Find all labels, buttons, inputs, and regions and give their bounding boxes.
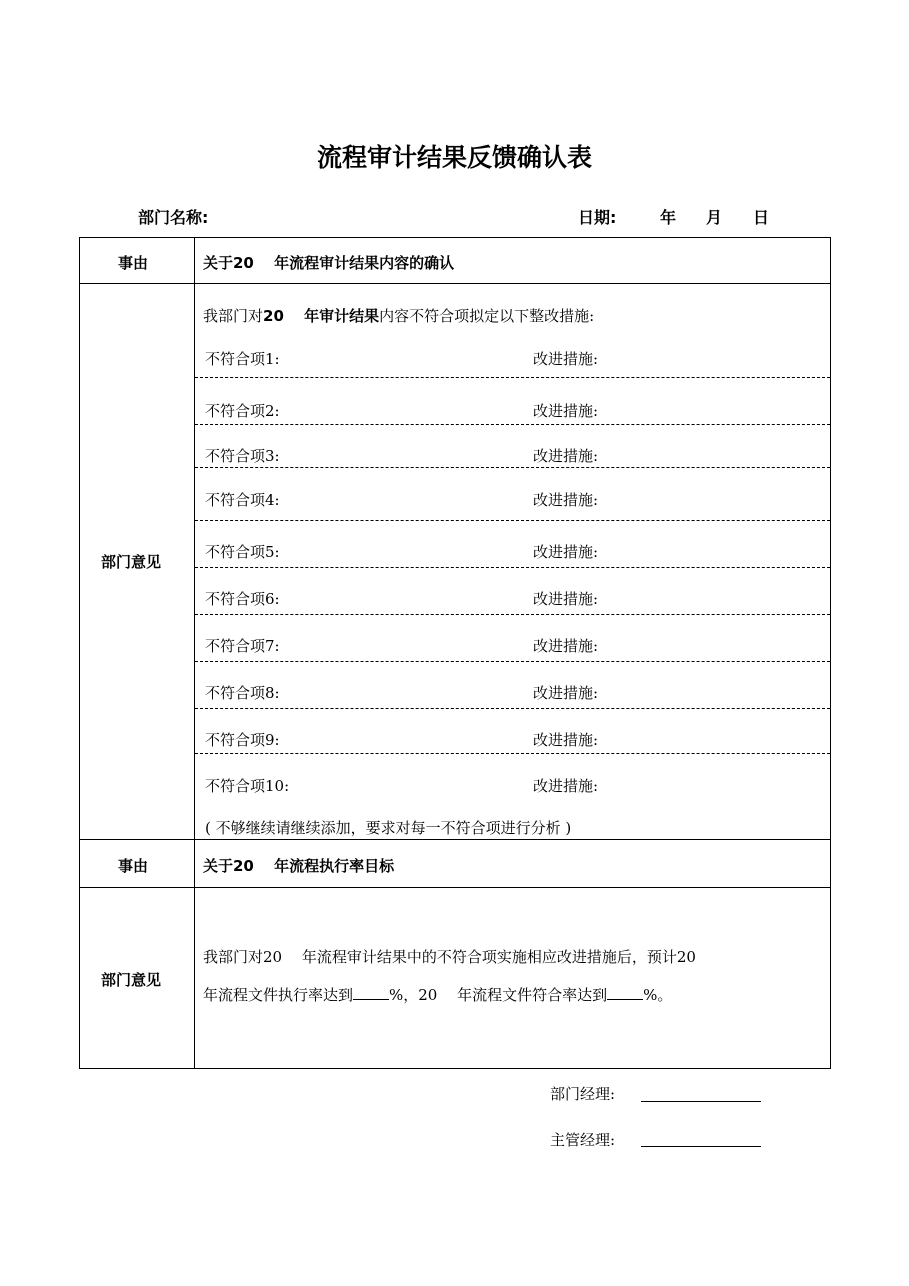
- measure-label: 改进措施:: [533, 447, 599, 465]
- nonconformity-label: 不符合项6:: [205, 590, 280, 608]
- target-text-a: 年流程文件执行率达到: [203, 986, 354, 1004]
- row-divider: [79, 887, 831, 888]
- target-line-2: [203, 984, 672, 1005]
- measure-label: 改进措施:: [533, 543, 599, 561]
- table-border-right: [830, 237, 831, 1068]
- nonconformity-label: 不符合项10:: [205, 777, 290, 795]
- supervisor-signature-line[interactable]: [641, 1146, 761, 1147]
- dept-name-label: 部门名称:: [138, 208, 209, 227]
- target-text-b: %，20 年流程文件符合率达到: [389, 986, 608, 1004]
- nonconformity-label: 不符合项2:: [205, 402, 280, 420]
- execution-rate-blank[interactable]: [353, 985, 389, 1000]
- measure-label: 改进措施:: [533, 350, 599, 368]
- matter-label-2: 事由: [118, 857, 149, 875]
- day-label: 日: [753, 208, 770, 227]
- item-separator: [195, 377, 830, 378]
- measure-label: 改进措施:: [533, 590, 599, 608]
- measure-label: 改进措施:: [533, 731, 599, 749]
- nonconformity-label: 不符合项7:: [205, 637, 280, 655]
- supervisor-label: 主管经理:: [550, 1131, 616, 1149]
- column-divider: [194, 237, 195, 1068]
- measure-label: 改进措施:: [533, 684, 599, 702]
- intro-text-a: 我部门对: [203, 307, 264, 325]
- nonconformity-label: 不符合项9:: [205, 731, 280, 749]
- matter-text-2: 关于20 年流程执行率目标: [203, 857, 395, 875]
- measure-label: 改进措施:: [533, 491, 599, 509]
- nonconformity-label: 不符合项4:: [205, 491, 280, 509]
- item-separator: [195, 753, 830, 754]
- item-separator: [195, 567, 830, 568]
- nonconformity-label: 不符合项1:: [205, 350, 280, 368]
- table-border-top: [79, 237, 831, 238]
- row-divider: [79, 283, 831, 284]
- row-divider: [79, 839, 831, 840]
- measure-label: 改进措施:: [533, 637, 599, 655]
- month-label: 月: [706, 208, 723, 227]
- opinion-label-2: 部门意见: [101, 971, 162, 989]
- item-separator: [195, 708, 830, 709]
- note-text: ( 不够继续请继续添加，要求对每一不符合项进行分析 ): [205, 819, 572, 837]
- intro-text-bold: 20 年审计结果: [263, 307, 380, 325]
- item-separator: [195, 467, 830, 468]
- year-label: 年: [660, 208, 677, 227]
- target-line-1: 我部门对20 年流程审计结果中的不符合项实施相应改进措施后，预计20: [203, 948, 696, 966]
- dept-manager-label: 部门经理:: [550, 1085, 616, 1103]
- item-separator: [195, 661, 830, 662]
- item-separator: [195, 614, 830, 615]
- target-text-c: %。: [643, 986, 673, 1004]
- item-separator: [195, 520, 830, 521]
- item-separator: [195, 424, 830, 425]
- nonconformity-label: 不符合项8:: [205, 684, 280, 702]
- measure-label: 改进措施:: [533, 402, 599, 420]
- matter-text-1: 关于20 年流程审计结果内容的确认: [203, 254, 455, 272]
- measure-label: 改进措施:: [533, 777, 599, 795]
- date-label: 日期:: [578, 208, 617, 227]
- table-border-left: [79, 237, 80, 1068]
- intro-sentence: [203, 305, 594, 326]
- table-border-bottom: [79, 1068, 831, 1069]
- conformity-rate-blank[interactable]: [607, 985, 643, 1000]
- intro-text-b: 内容不符合项拟定以下整改措施:: [379, 307, 595, 325]
- nonconformity-label: 不符合项5:: [205, 543, 280, 561]
- opinion-label-1: 部门意见: [101, 553, 162, 571]
- page-title: 流程审计结果反馈确认表: [316, 143, 592, 172]
- nonconformity-label: 不符合项3:: [205, 447, 280, 465]
- dept-manager-signature-line[interactable]: [641, 1101, 761, 1102]
- matter-label-1: 事由: [118, 254, 149, 272]
